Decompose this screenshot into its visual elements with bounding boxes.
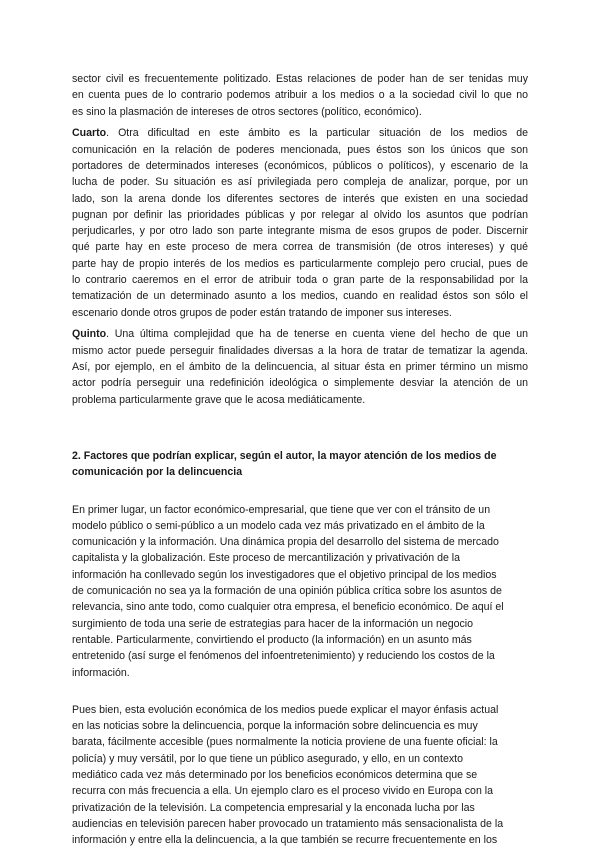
text-line: lucha de poder. Su situación es así privilegiada pero compleja de analizar, porque, por un bbox=[72, 176, 528, 189]
text-line: perjudicarles, y por otro lado son parte integrante misma de esos grupos de poder. Discernir bbox=[72, 225, 528, 238]
text-line: entretenido (así surge el fenómenos del infoentretenimiento) y reduciendo los costos de la bbox=[72, 650, 495, 663]
text-line bbox=[72, 326, 528, 342]
text-line bbox=[72, 125, 528, 141]
text-line: actor podría perseguir una redefinición ideológica o simplemente desviar la atención de un bbox=[72, 377, 528, 390]
text-line: sector civil es frecuentemente politizado. Estas relaciones de poder han de ser tenidas muy bbox=[72, 73, 528, 85]
text-line: en cuenta pues de lo contrario podemos atribuir a los medios o a la sociedad civil lo que no bbox=[72, 89, 528, 102]
text-line: qué parte hay en este proceso de mera correa de transmisión (de otros intereses) y qué bbox=[72, 241, 528, 254]
text-line: mediático cada vez más determinado por los beneficios económicos determina que se bbox=[72, 768, 478, 781]
text-line: pugnan por definir las prioridades públicas y por relegar al olvido los asuntos que podrían bbox=[72, 208, 528, 221]
text-line: portadores de determinados intereses (económicos, públicos o políticos), y escenario de la bbox=[72, 159, 528, 172]
text-line: audiencias en televisión parecen haber provocado un tratamiento más sensacionalista de la bbox=[72, 817, 504, 830]
text-line: lado, son la arena donde los diferentes sectores de interés que existen en una sociedad bbox=[72, 192, 528, 205]
text-line: recurra con más frecuencia a ella. Un ejemplo claro es el proceso vivido en Europa con la bbox=[72, 785, 494, 798]
text-line: Pues bien, esta evolución económica de los medios puede explicar el mayor énfasis actual bbox=[72, 703, 499, 716]
text-line: modelo público o semi-público a un modelo cada vez más privatizado en el ámbito de la bbox=[72, 519, 485, 532]
paragraph-quinto bbox=[72, 326, 528, 407]
text-line: policía) y muy versátil, por lo que tiene un público asegurado, y ello, en un contexto bbox=[72, 752, 464, 765]
paragraph-crime-news bbox=[72, 702, 528, 848]
paragraph-cuarto bbox=[72, 125, 528, 321]
heading-line: 2. Factores que podrían explicar, según el autor, la mayor atención de los medios de bbox=[72, 449, 497, 462]
text-line: problema particularmente grave que le acosa mediáticamente. bbox=[72, 393, 366, 406]
text-line: información ha conllevado según los investigadores que el objetivo principal de los medios bbox=[72, 568, 497, 581]
text-line: parte hay de propio interés de los medios es particularmente complejo pero crucial, pues de bbox=[72, 257, 528, 270]
text-line: escenario donde otros grupos de poder están tratando de imponer sus intereses. bbox=[72, 306, 452, 319]
text-line: es sino la plasmación de intereses de otros sectores (político, económico). bbox=[72, 105, 422, 118]
text-line: en las noticias sobre la delincuencia, porque la información sobre delincuencia es muy bbox=[72, 720, 478, 733]
text-line: privatización de la televisión. La competencia empresarial y la enconada lucha por las bbox=[72, 801, 475, 814]
text-line: información y entre ella la delincuencia, a la que también se recurre frecuentemente en los bbox=[72, 834, 498, 847]
text-line: barata, fácilmente accesible (pues normalmente la noticia proviene de una fuente oficial: la bbox=[72, 736, 498, 749]
text-line-rest: . Una última complejidad que ha de tenerse en cuenta viene del hecho de que un bbox=[106, 328, 528, 341]
text-line: rentable. Particularmente, convirtiendo el producto (la información) en un asunto más bbox=[72, 633, 472, 646]
text-line-rest: . Otra dificultad en este ámbito es la particular situación de los medios de bbox=[106, 127, 528, 140]
text-line: mismo actor puede perseguir finalidades diversas a la hora de tratar de tematizar la agenda. bbox=[72, 344, 528, 357]
paragraph-civil-society bbox=[72, 71, 528, 120]
text-line: tematización de un determinado asunto a los medios, cuando en realidad éstos son sólo el bbox=[72, 290, 528, 303]
paragraph-economic-factor bbox=[72, 502, 528, 681]
text-line: capitalista y la globalización. Este proceso de mercantilización y privativación de la bbox=[72, 552, 461, 565]
text-line: relevancia, sino ante todo, como cualquier otra empresa, el beneficio económico. De aquí el bbox=[72, 601, 504, 614]
section-heading bbox=[72, 448, 528, 481]
text-line: de comunicación no sea ya la formación de una opinión pública crítica sobre los asuntos de bbox=[72, 585, 502, 598]
text-line: comunicación en la relación de poderes mencionada, pues éstos son los únicos que son bbox=[72, 143, 528, 156]
text-line: En primer lugar, un factor económico-empresarial, que tiene que ver con el tránsito de un bbox=[72, 503, 491, 516]
text-line: surgimiento de toda una serie de estrategias para hacer de la información un negocio bbox=[72, 617, 474, 630]
text-line: lo contrario caeremos en el error de atribuir toda o gran parte de la responsabilidad por la bbox=[72, 274, 528, 287]
text-line: comunicación y la información. Una dinámica propia del desarrollo del sistema de mercado bbox=[72, 536, 499, 549]
heading-line: comunicación por la delincuencia bbox=[72, 466, 243, 479]
text-line: información. bbox=[72, 666, 130, 679]
paragraph-lead: Quinto bbox=[72, 328, 107, 341]
paragraph-lead: Cuarto bbox=[72, 127, 107, 140]
text-line: Así, por ejemplo, en el ámbito de la delincuencia, al situar ésta en primer término un mismo bbox=[72, 361, 528, 374]
